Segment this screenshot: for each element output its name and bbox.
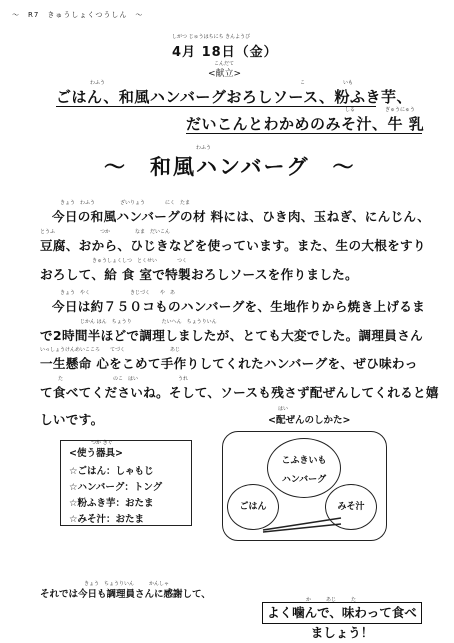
body-ruby: いっしょうけんめいこころ てづく あじ xyxy=(40,347,181,353)
closing-ruby: きょう ちょうりいん かんしゃ xyxy=(84,581,170,587)
tools-title-ruby: つか きぐ xyxy=(91,440,113,446)
closing-ruby: か あじ た xyxy=(306,597,357,603)
haizen-label: <配ぜんのしかた> xyxy=(268,415,351,426)
body-line: 豆腐、おから、ひじきなどを使っています。また、生の大根をすり xyxy=(40,238,426,253)
body-line: て食べてくださいね。そして、ソースも残さず配ぜんしてくれると嬉 xyxy=(40,385,439,400)
tools-item: ☆ごはん：しゃもじ xyxy=(69,466,154,477)
main-dish-label: こふきいも xyxy=(281,456,327,466)
menu-underline xyxy=(56,106,376,107)
tools-title: <使う器具> xyxy=(69,448,123,459)
article-title: ～ 和風ハンバーグ ～ xyxy=(104,155,356,179)
menu-ruby: しる xyxy=(345,107,356,113)
tools-box xyxy=(60,440,192,526)
body-ruby: きょう やく きじづく や あ xyxy=(60,290,176,296)
body-line: 一生懸命 心をこめて手作りしてくれたハンバーグを、ぜひ味わっ xyxy=(40,356,418,371)
tools-item: ☆ハンバーグ：トング xyxy=(69,482,163,493)
menu-line-1: ごはん、和風ハンバーグおろしソース、粉ふき芋、 xyxy=(56,88,413,106)
date-heading: 4月 18日（金） xyxy=(172,45,278,60)
menu-underline xyxy=(186,133,422,134)
body-line: しいです。 xyxy=(40,412,104,427)
body-ruby: た のこ はい うれ xyxy=(58,376,189,382)
kondate-ruby: こんだて xyxy=(214,61,235,67)
body-ruby: じかん はん ちょうり たいへん ちょうりいん xyxy=(80,319,217,325)
main-dish-label: ハンバーグ xyxy=(281,475,327,485)
chopsticks-icon xyxy=(261,510,343,534)
menu-ruby: こ xyxy=(300,80,306,86)
tools-item: ☆みそ汁：おたま xyxy=(69,514,145,525)
menu-line-2: だいこんとわかめのみそ汁、牛 乳 xyxy=(186,115,425,133)
title-ruby: わふう xyxy=(196,145,212,151)
menu-ruby: いも xyxy=(343,80,354,86)
body-ruby: きょう わふう ざいりょう にく たま xyxy=(60,200,191,206)
serving-tray xyxy=(222,431,387,541)
body-line: で2時間半ほどで調理しましたが、とても大変でした。調理員さん xyxy=(40,328,423,343)
body-ruby: きゅうしょくしつ とくせい つく xyxy=(92,258,188,264)
body-line: 今日は約７５０コものハンバーグを、生地作りから焼き上げるま xyxy=(52,299,426,314)
body-line: 今日の和風ハンバーグの材 料には、ひき肉、玉ねぎ、にんじん、 xyxy=(52,209,430,224)
body-ruby: とうふ つか なま だいこん xyxy=(40,229,171,235)
closing-line-2: よく噛んで、味わって食べましょう！ xyxy=(262,602,422,624)
soup-label: みそ汁 xyxy=(337,502,365,512)
closing-line-1: それでは今日も調理員さんに感謝して、 xyxy=(40,589,211,600)
menu-ruby: わふう xyxy=(90,80,106,86)
kondate-label: <献立> xyxy=(208,69,242,79)
tools-item: ☆粉ふき芋：おたま xyxy=(69,498,154,509)
date-ruby: しがつ じゅうはちにち きんようび xyxy=(172,34,251,40)
main-dish-plate xyxy=(267,438,341,498)
body-line: おろして、給 食 室で特製おろしソースを作りました。 xyxy=(40,267,358,282)
rice-label: ごはん xyxy=(239,502,267,512)
newsletter-header: ～ R7 きゅうしょくつうしん ～ xyxy=(12,11,144,19)
menu-ruby: ぎゅうにゅう xyxy=(385,107,415,113)
haizen-ruby: はい xyxy=(278,406,289,412)
